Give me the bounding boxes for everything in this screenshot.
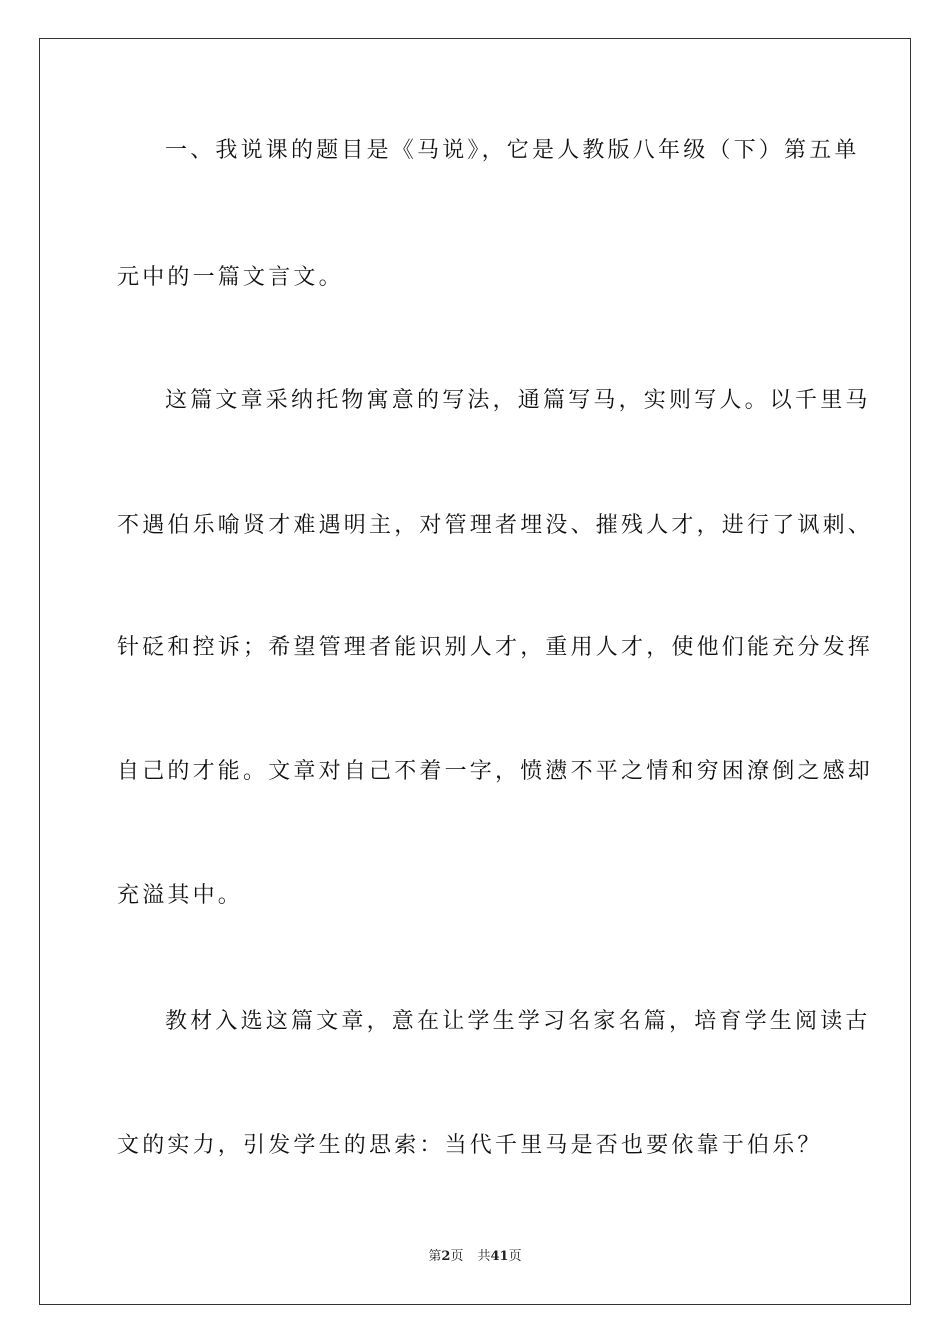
paragraph-1-line-2: 元中的一篇文言文。 [117, 265, 344, 290]
paragraph-3-line-1: 教材入选这篇文章，意在让学生学习名家名篇，培育学生阅读古 [165, 1009, 871, 1034]
paragraph-2-line-3: 针砭和控诉；希望管理者能识别人才，重用人才，使他们能充分发挥 [117, 635, 874, 660]
page-border [39, 38, 911, 1305]
page-footer [0, 1248, 950, 1266]
paragraph-2-line-5: 充溢其中。 [117, 883, 244, 908]
paragraph-2-line-4: 自己的才能。文章对自己不着一字，愤懑不平之情和穷困潦倒之感却 [117, 759, 874, 784]
total-suffix: 页 [508, 1249, 522, 1264]
page-suffix: 页 [450, 1249, 464, 1264]
paragraph-3-line-2: 文的实力，引发学生的思索：当代千里马是否也要依靠于伯乐？ [117, 1133, 823, 1158]
total-prefix: 共 [477, 1249, 491, 1264]
paragraph-2-line-1: 这篇文章采纳托物寓意的写法，通篇写马，实则写人。以千里马 [165, 388, 871, 413]
total-pages: 41 [490, 1249, 509, 1264]
paragraph-2-line-2: 不遇伯乐喻贤才难遇明主，对管理者埋没、摧残人才，进行了讽刺、 [117, 513, 874, 538]
page-number: 2 [441, 1249, 451, 1264]
paragraph-1-line-1: 一、我说课的题目是《马说》，它是人教版八年级（下）第五单 [165, 138, 860, 163]
page-prefix: 第 [428, 1249, 442, 1264]
